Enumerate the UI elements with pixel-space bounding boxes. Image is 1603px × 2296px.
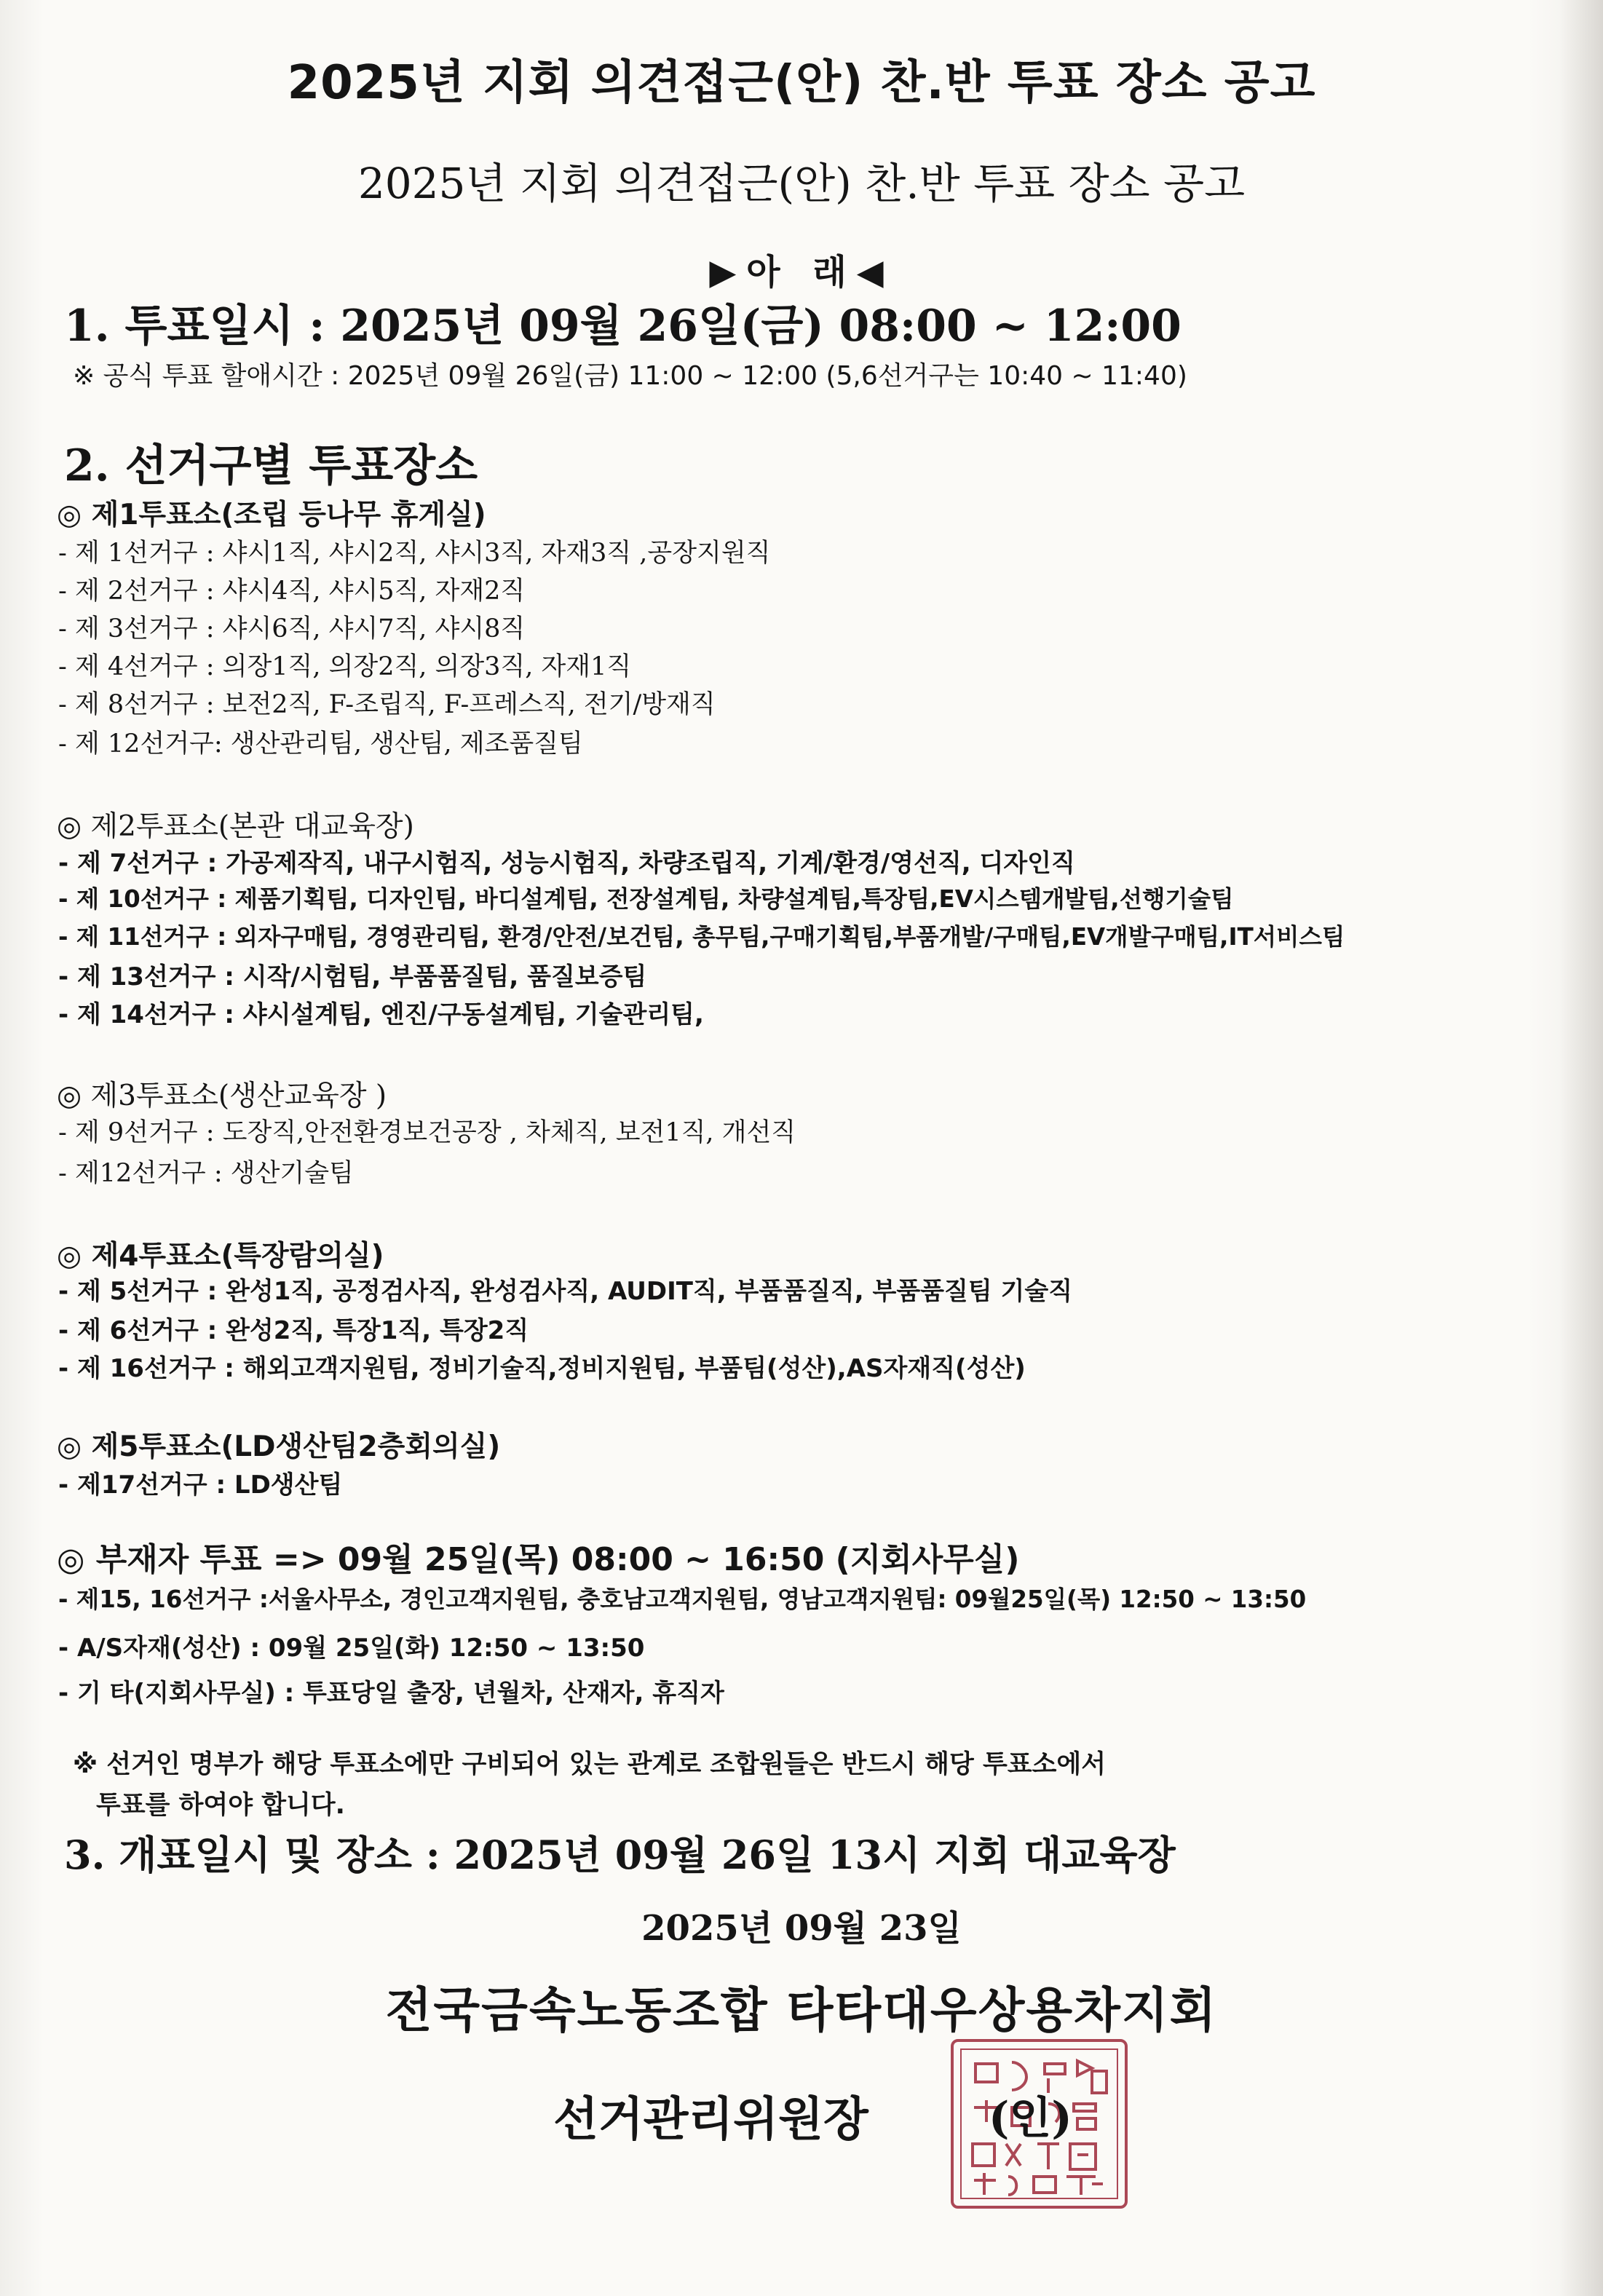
station2-line: - 제 13선거구 : 시작/시험팀, 부품품질팀, 품질보증팀	[58, 962, 647, 991]
station2-line: - 제 14선거구 : 샤시설계팀, 엔진/구동설계팀, 기술관리팀,	[58, 1000, 704, 1029]
station2-line: - 제 10선거구 : 제품기획팀, 디자인팀, 바디설계팀, 전장설계팀, 차량설계팀,특장팀,EV시스템개발팀,선행기술팀	[58, 885, 1234, 913]
station1-line: - 제 2선거구 : 샤시4직, 샤시5직, 자재2직	[58, 577, 526, 606]
section3-heading: 3. 개표일시 및 장소 : 2025년 09월 26일 13시 지회 대교육장	[64, 1832, 1176, 1878]
station1-line: - 제 8선거구 : 보전2직, F-조립직, F-프레스직, 전기/방재직	[58, 690, 716, 719]
station1-title: ◎ 제1투표소(조립 등나무 휴게실)	[57, 499, 486, 531]
absentee-line: - A/S자재(성산) : 09월 25일(화) 12:50 ~ 13:50	[58, 1634, 645, 1663]
absentee-line: - 제15, 16선거구 :서울사무소, 경인고객지원팀, 충호남고객지원팀, 영남고객지원팀: 09월25일(목) 12:50 ~ 13:50	[58, 1586, 1307, 1613]
station5-line: - 제17선거구 : LD생산팀	[58, 1470, 343, 1500]
union-name: 전국금속노동조합 타타대우상용차지회	[385, 1982, 1218, 2038]
committee-chair-label: 선거관리위원장	[553, 2092, 868, 2147]
notice-title: 2025년 지회 의견접근(안) 찬.반 투표 장소 공고	[287, 56, 1316, 110]
notice-date: 2025년 09월 23일	[641, 1908, 962, 1949]
station2-line: - 제 11선거구 : 외자구매팀, 경영관리팀, 환경/안전/보건팀, 총무팀,구매기획팀,부품개발/구매팀,EV개발구매팀,IT서비스팀	[58, 923, 1345, 951]
station4-title: ◎ 제4투표소(특장람의실)	[57, 1240, 384, 1272]
station3-title: ◎ 제3투표소(생산교육장 )	[57, 1080, 387, 1112]
station4-line: - 제 5선거구 : 완성1직, 공정검사직, 완성검사직, AUDIT직, 부품품질직, 부품품질팀 기술직	[58, 1277, 1073, 1306]
station4-line: - 제 6선거구 : 완성2직, 특장1직, 특장2직	[58, 1316, 529, 1345]
absentee-line: - 기 타(지회사무실) : 투표당일 출장, 년월차, 산재자, 휴직자	[58, 1679, 724, 1708]
warning-text-cont: 투표를 하여야 합니다.	[96, 1791, 345, 1820]
section1-heading: 1. 투표일시 : 2025년 09월 26일(금) 08:00 ~ 12:00	[64, 301, 1182, 352]
seal-mark: (인)	[989, 2093, 1072, 2144]
warning-text: ※ 선거인 명부가 해당 투표소에만 구비되어 있는 관계로 조합원들은 반드시 해당 투표소에서	[73, 1750, 1107, 1779]
section1-note: ※ 공식 투표 할애시간 : 2025년 09월 26일(금) 11:00 ~ 12:00 (5,6선거구는 10:40 ~ 11:40)	[73, 361, 1187, 391]
station4-line: - 제 16선거구 : 해외고객지원팀, 정비기술직,정비지원팀, 부품팀(성산),AS자재직(성산)	[58, 1354, 1026, 1383]
station1-line: - 제 3선거구 : 샤시6직, 샤시7직, 샤시8직	[58, 614, 526, 644]
station2-title: ◎ 제2투표소(본관 대교육장)	[57, 810, 414, 843]
absentee-title: ◎ 부재자 투표 => 09월 25일(목) 08:00 ~ 16:50 (지회사무실)	[57, 1541, 1020, 1578]
station3-line: - 제12선거구 : 생산기술팀	[58, 1159, 354, 1188]
station1-line: - 제 1선거구 : 샤시1직, 샤시2직, 샤시3직, 자재3직 ,공장지원직	[58, 539, 771, 568]
station1-line: - 제 12선거구: 생산관리팀, 생산팀, 제조품질팀	[58, 729, 583, 759]
station3-line: - 제 9선거구 : 도장직,안전환경보건공장 , 차체직, 보전1직, 개선직	[58, 1118, 796, 1147]
page-edge-shadow	[1559, 0, 1603, 2296]
notice-subtitle: 2025년 지회 의견접근(안) 찬.반 투표 장소 공고	[357, 159, 1246, 208]
below-marker: ▶아 래◀	[709, 252, 894, 293]
station2-line: - 제 7선거구 : 가공제작직, 내구시험직, 성능시험직, 차량조립직, 기계/환경/영선직, 디자인직	[58, 849, 1075, 878]
section2-heading: 2. 선거구별 투표장소	[64, 440, 478, 491]
station5-title: ◎ 제5투표소(LD생산팀2층회의실)	[57, 1430, 501, 1463]
station1-line: - 제 4선거구 : 의장1직, 의장2직, 의장3직, 자재1직	[58, 652, 632, 681]
